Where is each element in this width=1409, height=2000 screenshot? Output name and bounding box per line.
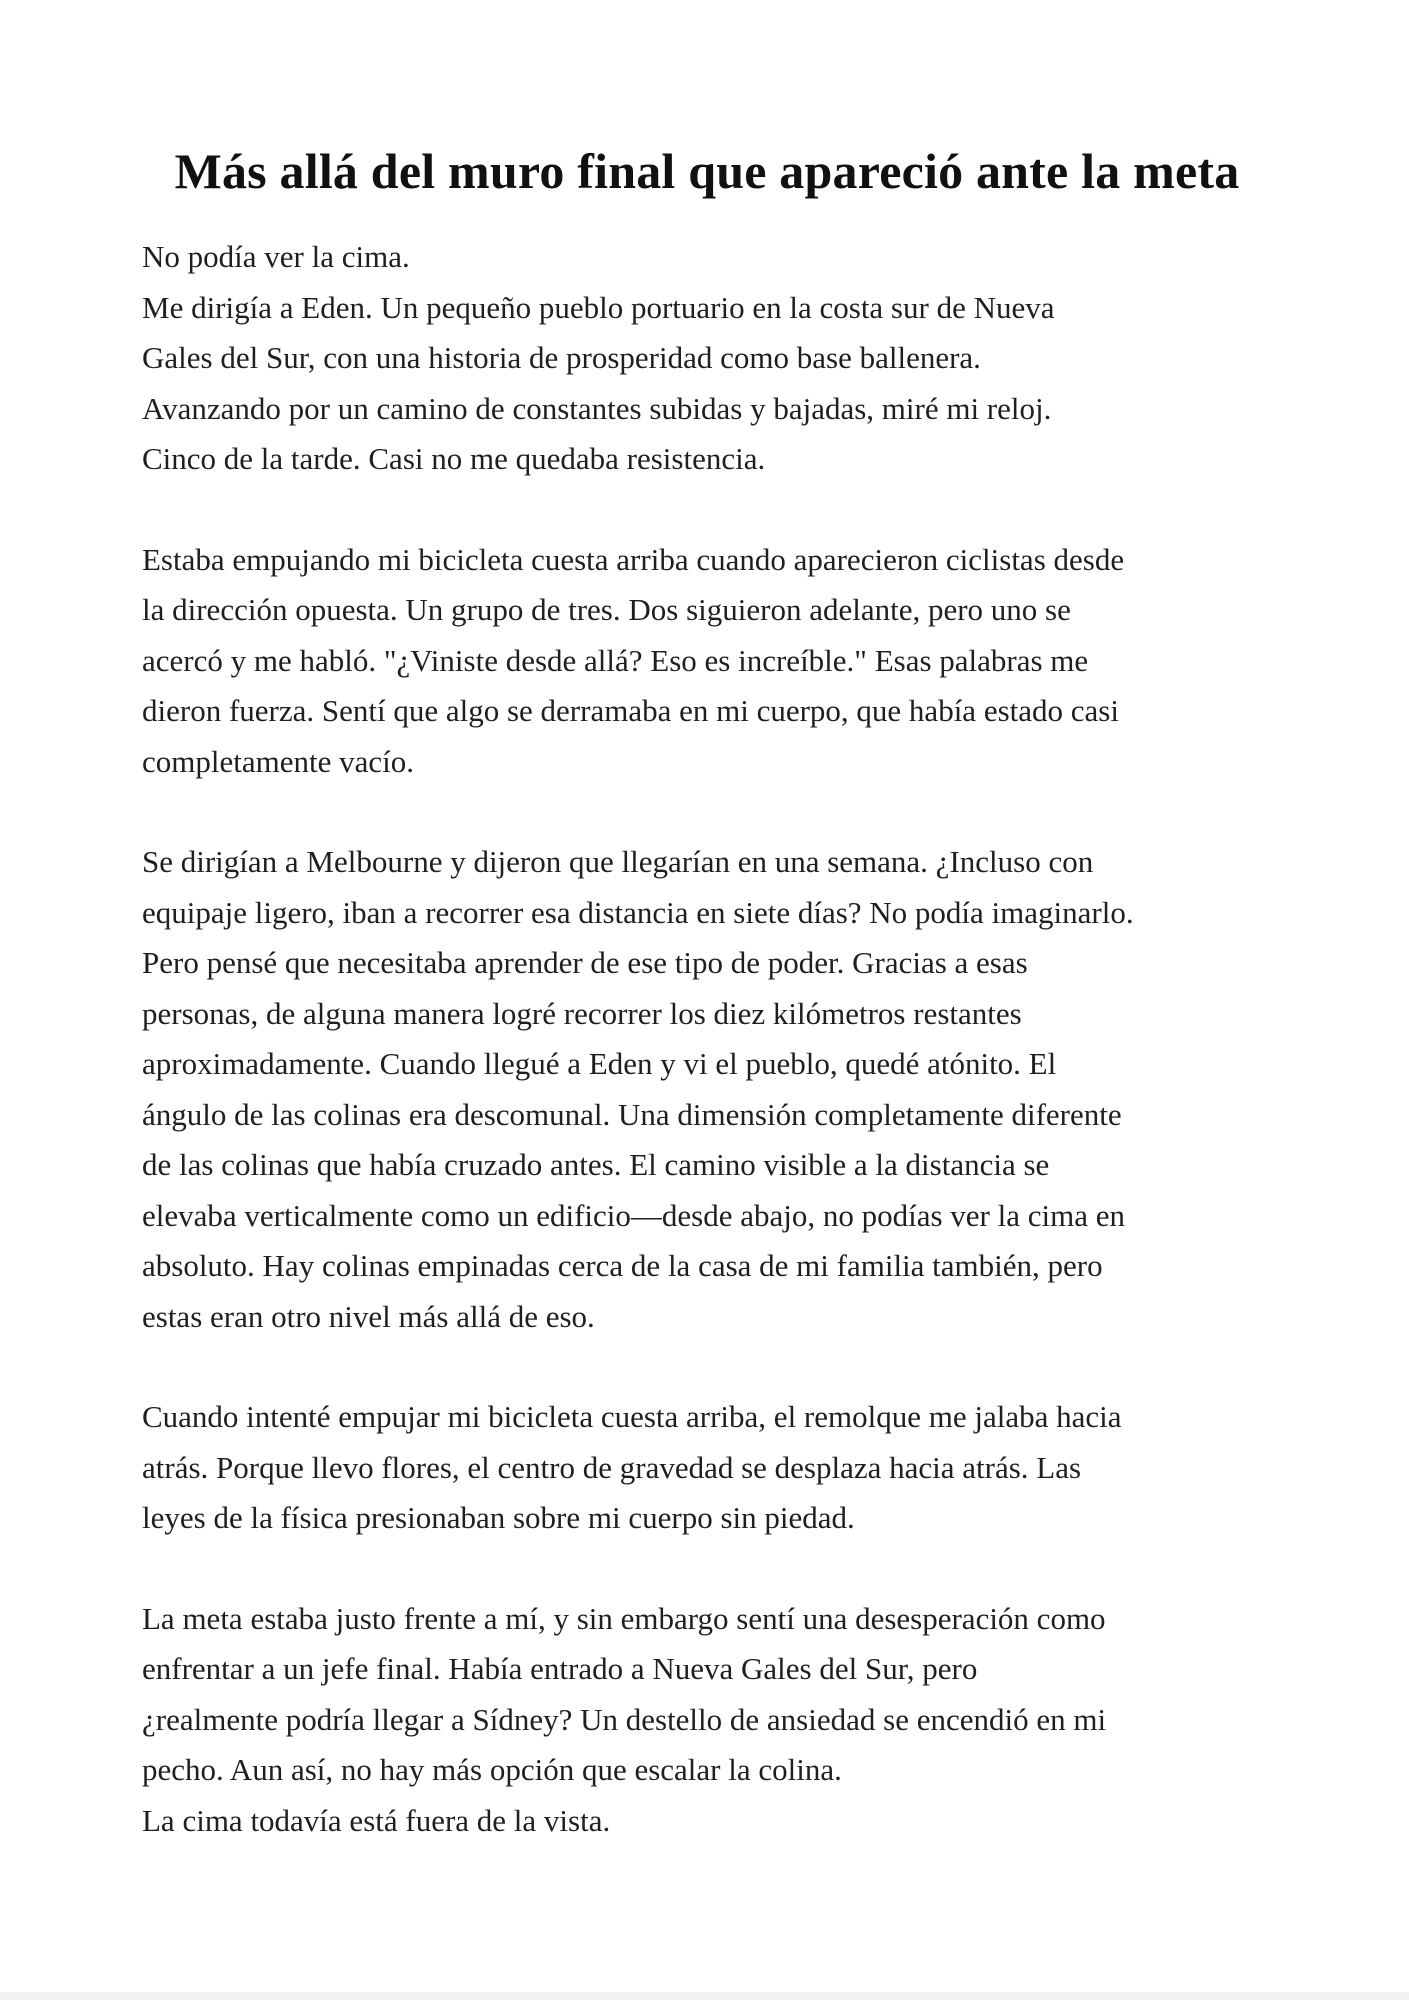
document-title: Más allá del muro final que apareció ante la meta: [174, 143, 1240, 199]
page-bottom-edge: [0, 1992, 1409, 2000]
text-line: Pero pensé que necesitaba aprender de ese tipo de poder. Gracias a esas: [142, 945, 1028, 980]
paragraph-1: [142, 232, 1272, 485]
text-line: pecho. Aun así, no hay más opción que escalar la colina.: [142, 1752, 842, 1787]
document-page: [142, 138, 1272, 1846]
text-line: equipaje ligero, iban a recorrer esa distancia en siete días? No podía imaginarlo.: [142, 894, 1134, 930]
text-line: atrás. Porque llevo flores, el centro de gravedad se desplaza hacia atrás. Las: [142, 1449, 1082, 1485]
text-line: de las colinas que había cruzado antes. El camino visible a la distancia se: [142, 1147, 1050, 1182]
text-line: ¿realmente podría llegar a Sídney? Un destello de ansiedad se encendió en mi: [142, 1701, 1107, 1737]
text-line: personas, de alguna manera logré recorrer los diez kilómetros restantes: [142, 995, 1022, 1031]
text-line: dieron fuerza. Sentí que algo se derramaba en mi cuerpo, que había estado casi: [142, 693, 1119, 728]
text-line: absoluto. Hay colinas empinadas cerca de la casa de mi familia también, pero: [142, 1248, 1103, 1283]
text-line: No podía ver la cima.: [142, 239, 410, 274]
text-line: Me dirigía a Eden. Un pequeño pueblo portuario en la costa sur de Nueva: [142, 289, 1055, 325]
text-line: leyes de la física presionaban sobre mi cuerpo sin piedad.: [142, 1500, 855, 1535]
text-line: completamente vacío.: [142, 743, 414, 779]
text-line: ángulo de las colinas era descomunal. Una dimensión completamente diferente: [142, 1096, 1122, 1132]
text-line: Cuando intenté empujar mi bicicleta cuesta arriba, el remolque me jalaba hacia: [142, 1399, 1122, 1434]
text-line: Avanzando por un camino de constantes subidas y bajadas, miré mi reloj.: [142, 390, 1052, 426]
text-line: la dirección opuesta. Un grupo de tres. Dos siguieron adelante, pero uno se: [142, 592, 1071, 627]
paragraph-2: [142, 535, 1272, 788]
text-line: estas eran otro nivel más allá de eso.: [142, 1298, 595, 1334]
text-line: elevaba verticalmente como un edificio—desde abajo, no podías ver la cima en: [142, 1197, 1125, 1233]
paragraph-4: [142, 1392, 1272, 1544]
paragraph-5: [142, 1594, 1272, 1847]
text-line: aproximadamente. Cuando llegué a Eden y vi el pueblo, quedé atónito. El: [142, 1046, 1057, 1081]
text-line: acercó y me habló. "¿Viniste desde allá? Eso es increíble." Esas palabras me: [142, 642, 1089, 678]
text-line: Estaba empujando mi bicicleta cuesta arriba cuando aparecieron ciclistas desde: [142, 541, 1125, 577]
text-line: Cinco de la tarde. Casi no me quedaba resistencia.: [142, 441, 766, 476]
text-line: Gales del Sur, con una historia de prosperidad como base ballenera.: [142, 340, 981, 375]
text-line: La meta estaba justo frente a mí, y sin embargo sentí una desesperación como: [142, 1600, 1106, 1636]
text-line: Se dirigían a Melbourne y dijeron que llegarían en una semana. ¿Incluso con: [142, 844, 1094, 879]
text-line: enfrentar a un jefe final. Había entrado a Nueva Gales del Sur, pero: [142, 1651, 978, 1686]
paragraph-3: [142, 837, 1272, 1342]
text-line: La cima todavía está fuera de la vista.: [142, 1802, 611, 1838]
